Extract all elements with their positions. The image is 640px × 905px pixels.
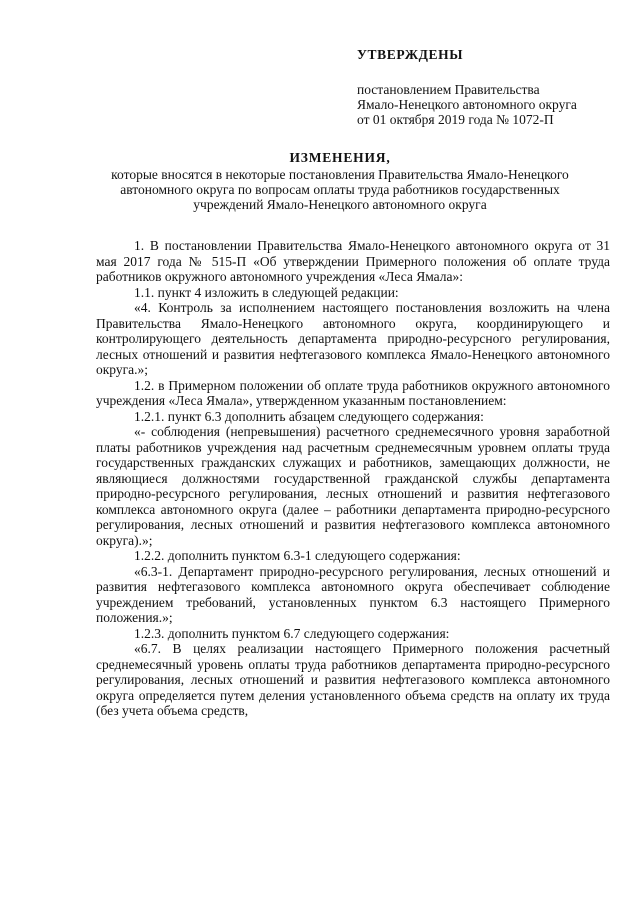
approval-line: от 01 октября 2019 года № 1072-П [357,112,554,127]
approval-line: постановлением Правительства [357,82,540,97]
document-title-block [60,150,620,212]
paragraph-1-2-2: 1.2.2. дополнить пунктом 6.3-1 следующего содержания: [134,548,461,563]
paragraph-1-2: 1.2. в Примерном положении об оплате труда работников окружного автономного учреждения «Леса Ямала», утвержденном указанным постановлением: [96,377,610,408]
document-subtitle-line: которые вносятся в некоторые постановления Правительства Ямало-Ненецкого [111,167,569,182]
paragraph-quote-4: «4. Контроль за исполнением настоящего постановления возложить на члена Правительства Ямало-Ненецкого автономного округа, координирующего и контролирующего деятельность департамента природно-ресурсного регулирования, лесных отношений и развития нефтегазового комплекса Ямало-Ненецкого автономного округа.»; [96,300,610,377]
paragraph-quote-6-3: «- соблюдения (непревышения) расчетного среднемесячного уровня заработной платы работников учреждения над расчетным среднемесячным уровнем оплаты труда государственных гражданских служащих и работников, замещающих должности, не являющиеся должностями государственной гражданской службы департамента природно-ресурсного регулирования, лесных отношений и развития нефтегазового комплекса автономного округа (далее – работники департамента природно-ресурсного регулирования, лесных отношений и развития нефтегазового комплекса автономного округа).»; [96,424,610,548]
paragraph-1-2-1: 1.2.1. пункт 6.3 дополнить абзацем следующего содержания: [134,408,484,424]
approval-heading: УТВЕРЖДЕНЫ [357,47,464,62]
paragraph-1: 1. В постановлении Правительства Ямало-Ненецкого автономного округа от 31 мая 2017 года № 515-П «Об утверждении Примерного положения об оплате труда работников окружного автономного учреждения «Леса Ямала»: [96,238,610,284]
approval-line: Ямало-Ненецкого автономного округа [357,97,577,112]
document-subtitle-line: автономного округа по вопросам оплаты труда работников государственных [120,182,560,197]
approval-stamp [357,47,627,127]
paragraph-quote-6-3-1: «6.3-1. Департамент природно-ресурсного регулирования, лесных отношений и развития нефтегазового комплекса автономного округа обеспечивает соблюдение учреждением требований, установленных пунктом 6.3 настоящего Примерного положения.»; [96,563,610,625]
document-subtitle-line: учреждений Ямало-Ненецкого автономного округа [193,197,487,212]
document-title: ИЗМЕНЕНИЯ, [289,150,391,165]
paragraph-1-2-3: 1.2.3. дополнить пунктом 6.7 следующего содержания: [134,625,450,641]
document-body [96,238,610,719]
paragraph-quote-6-7: «6.7. В целях реализации настоящего Примерного положения расчетный среднемесячный уровень оплаты труда работников департамента природно-ресурсного регулирования, лесных отношений и развития нефтегазового комплекса автономного округа определяется путем деления установленного объема средств на оплату их труда (без учета объема средств, [96,641,610,718]
paragraph-1-1: 1.1. пункт 4 изложить в следующей редакции: [134,284,399,300]
